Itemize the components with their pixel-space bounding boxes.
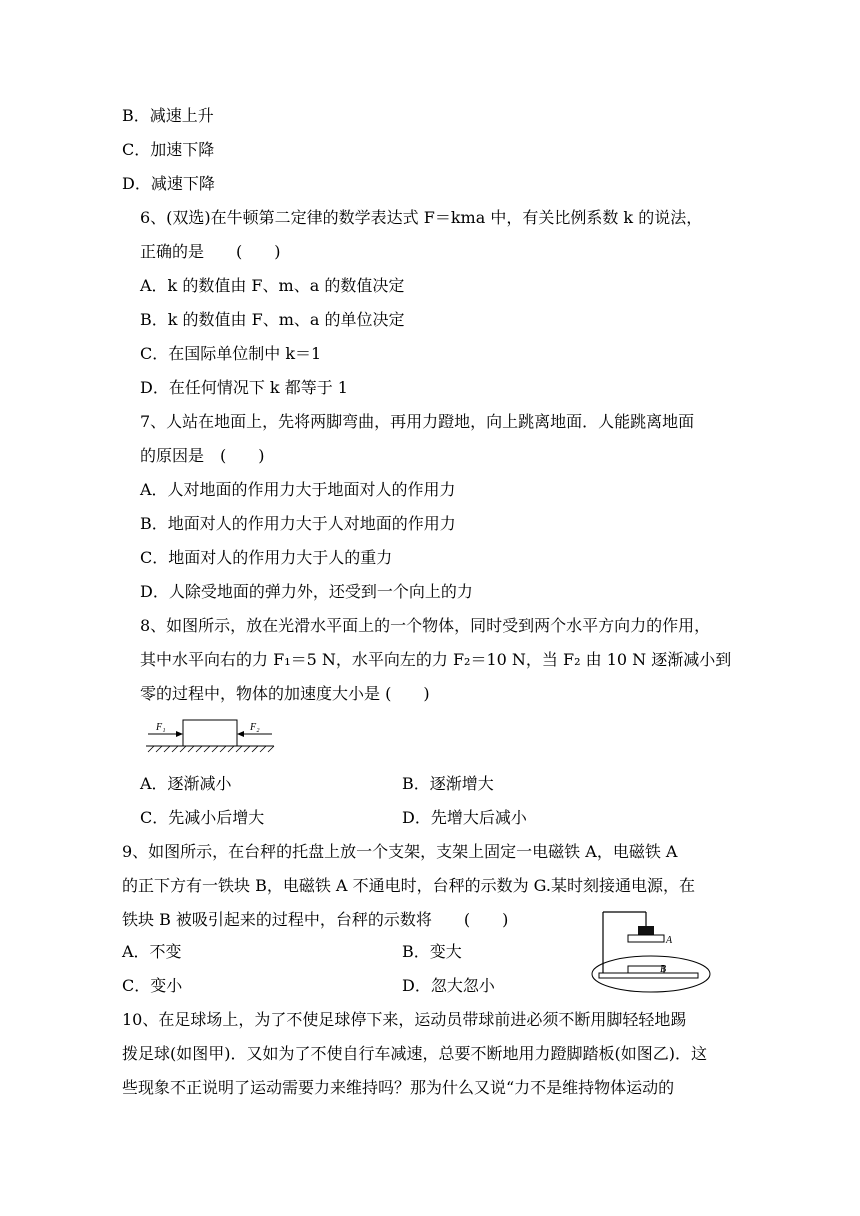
electromagnet-core <box>638 926 654 935</box>
ground-hatch <box>148 746 274 752</box>
q7-option-a: A．人对地面的作用力大于地面对人的作用力 <box>140 480 456 499</box>
q7-option-d: D．人除受地面的弹力外，还受到一个向上的力 <box>140 582 473 601</box>
q9-option-c: C．变小 <box>122 976 183 995</box>
electromagnet-a <box>628 935 664 942</box>
q9-option-a: A．不变 <box>122 942 182 961</box>
q6-stem-line2: 正确的是 ( ) <box>140 242 281 261</box>
q8-option-a: A．逐渐减小 <box>140 774 232 793</box>
q6-option-a: A．k 的数值由 F、m、a 的数值决定 <box>140 276 405 295</box>
q8-stem-line3: 零的过程中，物体的加速度大小是 ( ) <box>140 684 430 703</box>
q8-stem-line2: 其中水平向右的力 F₁＝5 N，水平向左的力 F₂＝10 N，当 F₂ 由 10 N 逐渐减小到 <box>140 650 732 669</box>
q9-scale-diagram <box>588 906 714 996</box>
q9-stem-line3: 铁块 B 被吸引起来的过程中，台秤的示数将 ( ) <box>122 910 509 929</box>
q5-option-d: D．减速下降 <box>122 174 215 193</box>
q6-option-b: B．k 的数值由 F、m、a 的单位决定 <box>140 310 405 329</box>
q6-option-d: D．在任何情况下 k 都等于 1 <box>140 378 348 397</box>
q8-option-d: D．先增大后减小 <box>402 808 527 827</box>
q7-option-b: B．地面对人的作用力大于人对地面的作用力 <box>140 514 456 533</box>
q5-option-c: C．加速下降 <box>122 140 215 159</box>
q8-force-diagram <box>140 712 280 760</box>
q10-stem-line1: 10、在足球场上，为了不使足球停下来，运动员带球前进必须不断用脚轻轻地踢 <box>122 1010 687 1029</box>
q8-stem-line1: 8、如图所示，放在光滑水平面上的一个物体，同时受到两个水平方向力的作用， <box>140 616 711 635</box>
q7-option-c: C．地面对人的作用力大于人的重力 <box>140 548 393 567</box>
q8-option-b: B．逐渐增大 <box>402 774 494 793</box>
q7-stem-line2: 的原因是 ( ) <box>140 446 265 465</box>
q7-stem-line1: 7、人站在地面上，先将两脚弯曲，再用力蹬地，向上跳离地面．人能跳离地面 <box>140 412 695 431</box>
label-a: A <box>666 935 673 946</box>
block <box>183 720 237 746</box>
f1-label: F₁ <box>156 722 166 733</box>
q6-option-c: C．在国际单位制中 k＝1 <box>140 344 322 363</box>
q9-option-d: D．忽大忽小 <box>402 976 495 995</box>
f1-arrowhead <box>176 731 183 737</box>
q9-option-b: B．变大 <box>402 942 462 961</box>
q5-option-b: B．减速上升 <box>122 106 214 125</box>
iron-block-b <box>628 964 667 975</box>
f2-label: F₂ <box>250 722 260 733</box>
f2-arrowhead <box>237 731 244 737</box>
q6-stem-line1: 6、(双选)在牛顿第二定律的数学表达式 F＝kma 中，有关比例系数 k 的说法， <box>140 208 703 227</box>
q9-stem-line2: 的正下方有一铁块 B，电磁铁 A 不通电时，台秤的示数为 G.某时刻接通电源，在 <box>122 876 695 895</box>
label-b: B <box>660 964 667 975</box>
q9-stem-line1: 9、如图所示，在台秤的托盘上放一个支架，支架上固定一电磁铁 A，电磁铁 A <box>122 842 678 861</box>
q10-stem-line3: 些现象不正说明了运动需要力来维持吗？那为什么又说“力不是维持物体运动的 <box>122 1078 675 1097</box>
q8-option-c: C．先减小后增大 <box>140 808 265 827</box>
support-base <box>599 973 698 978</box>
q10-stem-line2: 拨足球(如图甲)．又如为了不使自行车减速，总要不断地用力蹬脚踏板(如图乙)．这 <box>122 1044 707 1063</box>
